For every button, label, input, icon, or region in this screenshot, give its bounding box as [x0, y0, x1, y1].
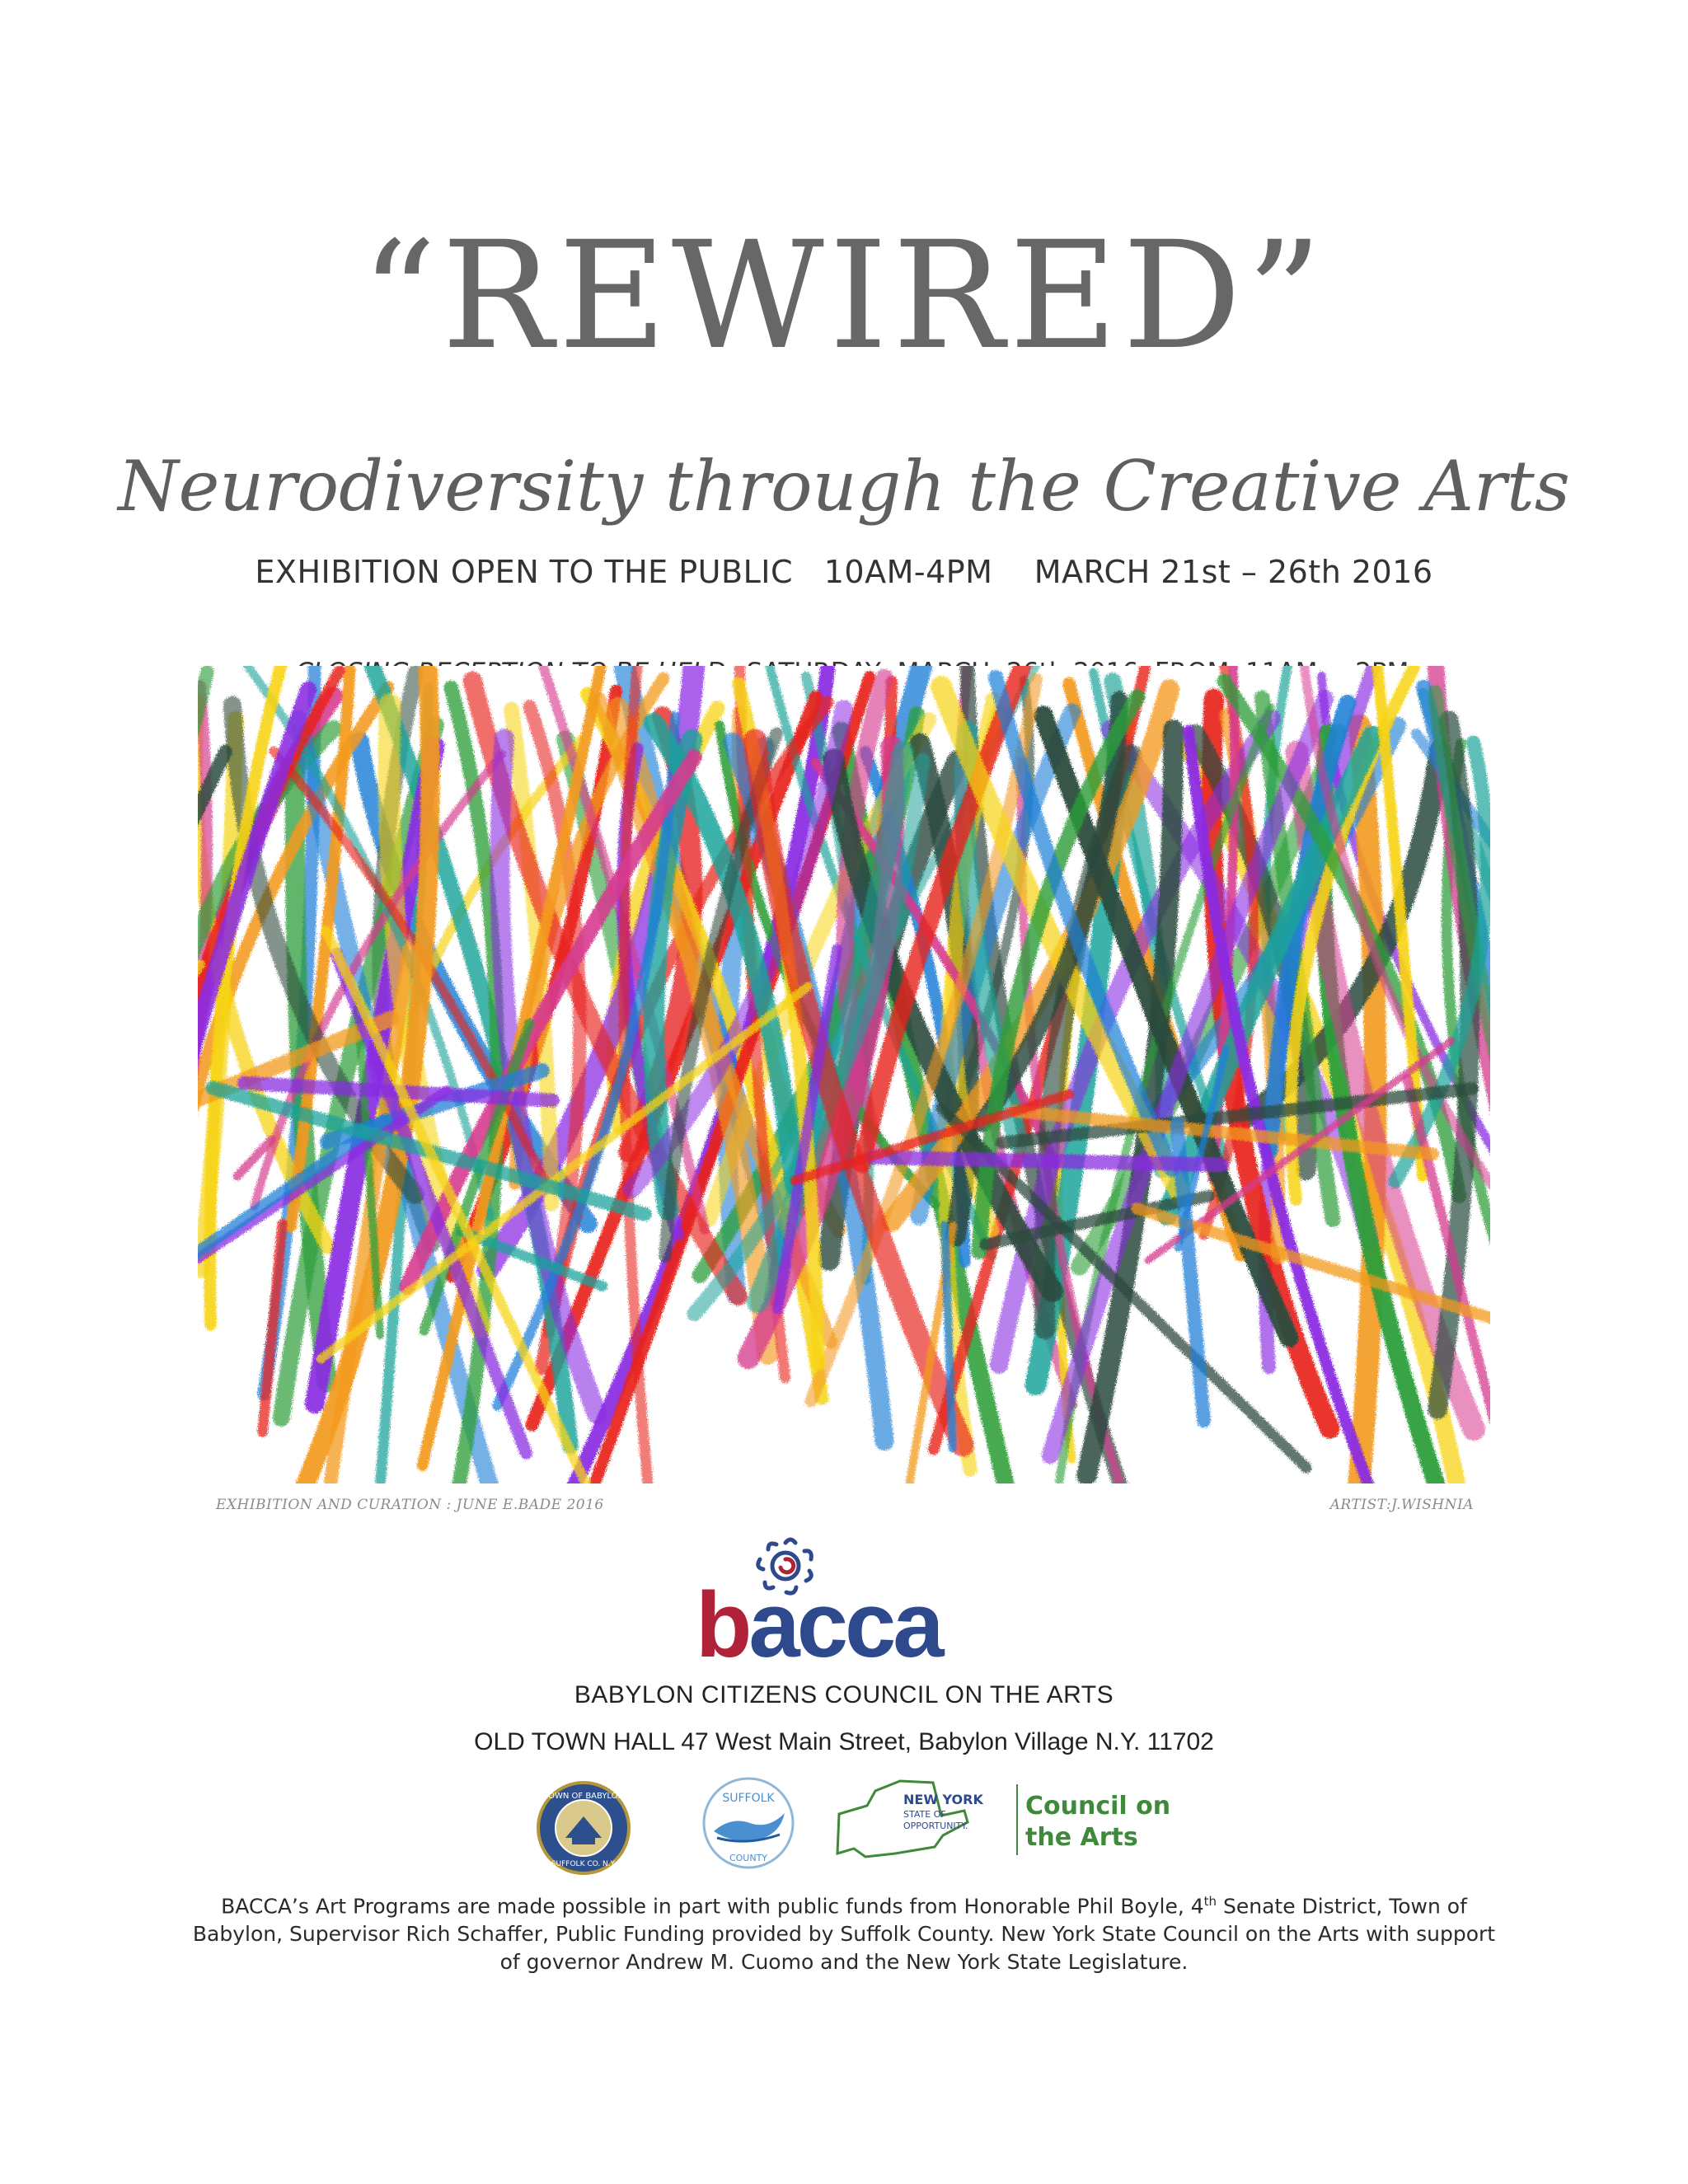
artwork-scribble	[198, 666, 1490, 1483]
suffolk-bottom-text: COUNTY	[729, 1853, 768, 1863]
curation-caption: EXHIBITION AND CURATION : JUNE E.BADE 2016	[216, 1497, 604, 1513]
organization-name: BABYLON CITIZENS COUNCIL ON THE ARTS	[574, 1681, 1114, 1708]
artwork-stroke	[873, 1157, 1221, 1165]
bacca-logo	[687, 1533, 968, 1676]
exhibition-dates: EXHIBITION OPEN TO THE PUBLIC 10AM-4PM MARCH 21st – 26th 2016	[255, 554, 1433, 590]
poster-subtitle: Neurodiversity through the Creative Arts	[118, 446, 1570, 527]
town-seal-bottom-text: SUFFOLK CO. N.Y.	[551, 1860, 617, 1868]
nysca-line2: the Arts	[1025, 1823, 1138, 1852]
suffolk-county-seal	[699, 1769, 798, 1876]
funding-statement: BACCA’s Art Programs are made possible in part with public funds from Honorable Phil Boyle, 4th Senate District, Town of Babylon, Supervisor Rich Schaffer, Public Funding provided by Suffolk County. New York State Council on the Arts with support of governor Andrew M. Cuomo and the New York State Legislature.	[192, 1894, 1496, 1975]
nys-line3: OPPORTUNITY.	[903, 1821, 968, 1831]
artist-caption: ARTIST:J.WISHNIA	[1329, 1497, 1474, 1513]
poster-title: “REWIRED”	[360, 210, 1328, 382]
artwork-canvas	[198, 666, 1490, 1483]
organization-address: OLD TOWN HALL 47 West Main Street, Babylon Village N.Y. 11702	[474, 1728, 1214, 1755]
suffolk-top-text: SUFFOLK	[722, 1792, 775, 1805]
nysca-logo	[834, 1776, 1180, 1867]
town-seal-top-text: TOWN OF BABYLON	[542, 1792, 625, 1801]
nysca-line1: Council on	[1025, 1792, 1171, 1821]
nys-line1: NEW YORK	[903, 1792, 983, 1807]
bacca-wordmark: bacca	[696, 1573, 941, 1676]
town-of-babylon-seal	[536, 1780, 631, 1876]
nys-line2: STATE OF	[903, 1809, 946, 1820]
